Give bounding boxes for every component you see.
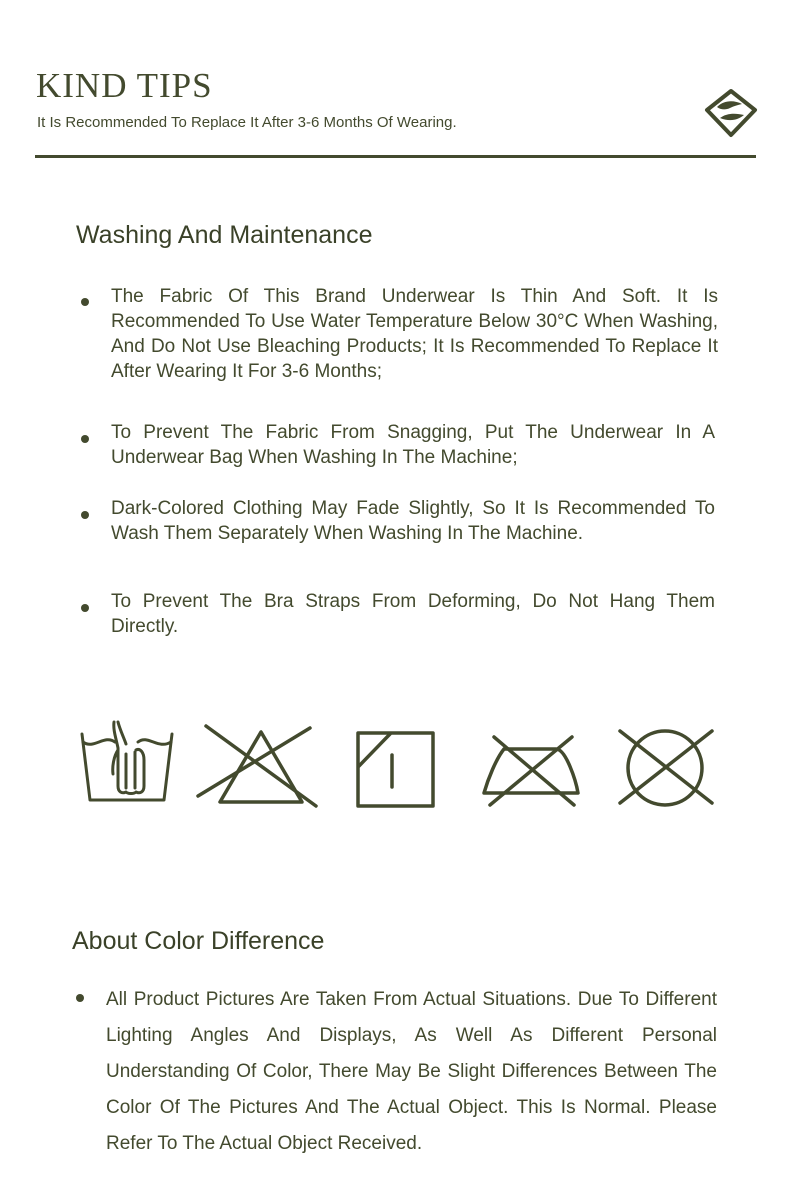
bullet-dot xyxy=(81,604,89,612)
drip-dry-icon xyxy=(356,731,436,809)
page-subtitle: It Is Recommended To Replace It After 3-6 Months Of Wearing. xyxy=(37,114,457,131)
bullet-dot xyxy=(76,994,84,1002)
do-not-bleach-icon xyxy=(196,724,320,810)
do-not-iron-icon xyxy=(480,735,582,807)
washing-item: The Fabric Of This Brand Underwear Is Thin And Soft. It Is Recommended To Use Water Temperature Below 30°C When Washing, And Do Not Use Bleaching Products; It Is Recommended To Replace It After Wearing It For 3-6 Months; xyxy=(111,286,718,382)
bullet-dot xyxy=(81,298,89,306)
color-note: All Product Pictures Are Taken From Actual Situations. Due To Different Lighting Angles And Displays, As Well As Different Personal Understanding Of Color, There May Be Slight Differences Between The Color Of The Pictures And The Actual Object. This Is Normal. Please Refer To The Actual Object Received. xyxy=(106,989,717,1154)
brand-logo-icon xyxy=(704,88,758,138)
color-section-title: About Color Difference xyxy=(72,927,325,955)
hand-wash-icon xyxy=(80,720,174,804)
do-not-tumble-dry-icon xyxy=(616,725,716,807)
bullet-dot xyxy=(81,435,89,443)
washing-section-title: Washing And Maintenance xyxy=(76,221,373,249)
washing-item: To Prevent The Bra Straps From Deforming, Do Not Hang Them Directly. xyxy=(111,591,715,637)
header-divider xyxy=(35,155,756,158)
page-title: KIND TIPS xyxy=(36,66,213,105)
washing-item: To Prevent The Fabric From Snagging, Put The Underwear In A Underwear Bag When Washing In The Machine; xyxy=(111,422,715,468)
bullet-dot xyxy=(81,511,89,519)
washing-item: Dark-Colored Clothing May Fade Slightly, So It Is Recommended To Wash Them Separately When Washing In The Machine. xyxy=(111,498,715,544)
